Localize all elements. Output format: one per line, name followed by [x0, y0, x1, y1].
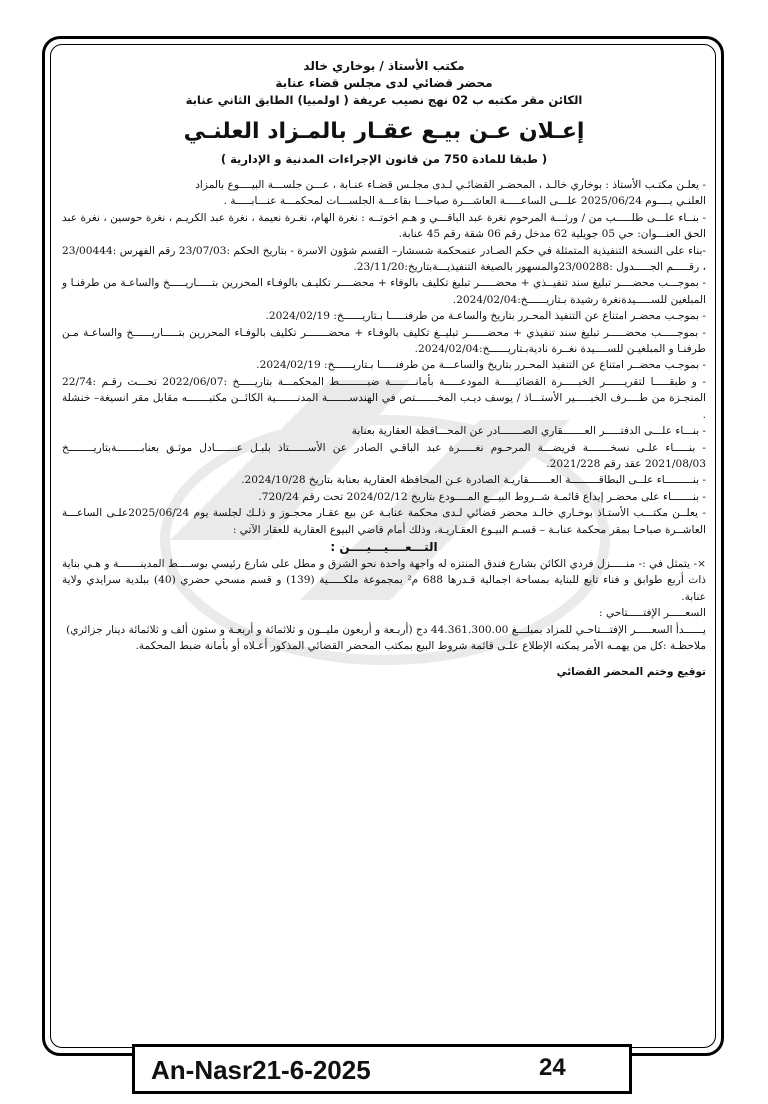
paragraph: - بموجـب محضــر امتناع عن التنفيذ المحـرر بتاريخ والساعـــة من طرفنـــــا بـتاريــــــخ: 2024/02/19. [256, 359, 706, 372]
announcement-subtitle: ( طبقا للمادة 750 من قانون الإجراءات المدنية و الإدارية ) [220, 152, 548, 166]
office-role: محضر قضائي لدى مجلس قضاء عنابة [275, 76, 493, 90]
paragraph: - بموجـب محضـر امتناع عن التنفيذ المحـرر بتاريخ والساعـة من طرفنـــــا بـتاريــــــخ: 2024/02/19. [265, 310, 706, 323]
paragraph: - بنــاء علـــى طلـــــب من / ورثـــة المرحوم نغرة عبد الباقـــي و هـم اخوتــه : نغرة الهام، نغـرة نعيمة ، نغرة عبد الكريـم ، نغرة حوسين ، نغرة عبد الحق العنـــوان: حي 05 جويلية 62 مدخل رقم 06 شقة رقم 45 عنابة. [62, 211, 706, 241]
header-block [62, 58, 706, 109]
paragraph: - بنـــــــــاء علــى البطاقـــــــــة العـــــــقاريـة الصادرة عـن المحافظة العقارية بعنابة بتاريخ 2024/10/28. [241, 474, 706, 487]
paragraph: العلنـي يــــوم 2025/06/24 علـــى الساعـــــة العاشـــرة صباحـــا بقاعـــة الجلســـات لمحكمـــة عنـــابـــــة . [223, 195, 706, 208]
paragraph: - يعلــن مكتـــب الأستـاذ بوخـاري خالـد محضر قضائي لـدى محكمة عنابـة عن بيع عقـار محجـوز و ذلـك لجلسة يوم 2025/06/24علـى الساعـــة العاشــرة صباحـا بمقر محكمة عنابـة – قسـم البيـوع العقـاريـة، وذلك أمام قاضي البيوع العقارية للعقار الآتي : [62, 507, 706, 536]
paragraph: - و طبقـــــا لتقريــــــر الخبـــــرة القضائيـــــة المودعـــــة بأمانــــــــة ضبـــــــــط المحكمـــة بتاريـــــخ :2022/06/07 تحـــت رقـم :22/74 المنجـزة من طــــرف الخبـــــير الأستـــاذ / يوسف ديـب المخـــــــتص في الهندســـــــة المدنـــــــية الكائــن مكتبـــــــه مقابل مقر انسيغة– خنشلة . [62, 375, 706, 421]
page-number: 24 [539, 1054, 566, 1081]
opening-price: يــــــدأ السعـــــر الإفتـــتاحـي للمزاد بمبلـــغ 44.361.300.00 دج (أربـعة و أربعون مليــون و ثلاثمائة و أربعـة و ستون ألف و ثلاثمائة دينار جزائري) [66, 623, 706, 636]
opening-price-label: السعـــــر الإفتـــــتاحي : [599, 607, 706, 620]
office-address: الكائن مقر مكتبه ب 02 نهج نصيب عريفة ( اولمبيا) الطابق الثاني عنابة [185, 93, 583, 107]
footer-date: An-Nasr21-6-2025 [151, 1055, 371, 1085]
signature-line: توقيع وختم المحضر القضائي [556, 666, 706, 679]
footer-bar [132, 1044, 632, 1094]
designation-paragraph: ×- يتمثل في :- منـــــزل فردي الكائن بشارع فندق المنتزه له واجهة واحدة نحو الشرق و مطل على شارع رئيسي بوســــط المدينـــــــة و هـي بناية ذات أربع طوابق و فناء تابع للبناية بمساحة اجمالية قـدرها 688 م² بمجموعة ملكـــــية (139) و قسم مسحي حضري (40) ببلدية سرايدي ولاية عنابة. [62, 557, 707, 603]
paragraph: - بنـــــاء علـى نسخـــــــة فريضـــة المرحـوم نغـــــرة عبد الباقـي الصادر عن الأســــــتاذ بلبـل عـــــــادل موثـق بعنابــــــــةبتاريــــــــخ 2021/08/03 عقد رقم 2021/228. [62, 441, 706, 470]
paragraph: - بموجـــــب محضـــــر تبليغ سند تنفيذي + محضــــــر تبليــغ تكليف بالوفـاء + محضـــــــر تكليف بالوفـاء المحررين بتـــــاريــــــخ والساعـة مـن طرفنـا و المبلغيـن للســــيدة نغــرة ناديةبـتاريــــــخ:2024/02/04. [62, 326, 706, 356]
paragraph: - بنـــــــاء على محضـر إيداع قائمـة شــروط البيـــع المــــودع بتاريخ 2024/02/12 تحت رقم 720/24. [258, 490, 706, 503]
announcement-body [62, 58, 706, 988]
designation-title: التـــعــــيـــيــــن : [330, 539, 438, 554]
paragraph: - بنـــاء علـــى الدفتـــــر العـــــــقاري الصـــــــادر عن المحـــافظة العقارية بعنابة [351, 425, 706, 438]
paragraph: - يعلـن مكتـب الأستاذ : بوخاري خالـد ، المحضـر القضائـي لـدى مجلـس قضـاء عنـابة ، عـــن جلســـة البيــــوع بالمزاد [195, 179, 706, 191]
office-name: مكتب الأستاذ / بوخاري خالد [303, 59, 465, 73]
paragraph: - بموجـــب محضــــر تبليغ سند تنفيــذي + محضـــــر تبليغ تكليف بالوفاء + محضــــر تكليـف بالوفـاء المحررين بتـــــاريـــــخ والساعـة من طرفنـا و المبلغين للســـــيدةنغرة رشيدة بـتاريــــــخ:2024/02/04. [62, 277, 706, 306]
paragraph: -بناء على النسخة التنفيذية المتمثلة في حكم الصـادر عنمحكمة شسشار– القسم شؤون الاسرة - بتاريخ الحكم :23/07/03 رقم الفهرس :23/00444 ، رقـــــم الجـــــدول :23/00288والمسهور بالصيغة التنفيذيـــةبتاريخ:23/11/20. [62, 244, 707, 274]
note: ملاحظـة :كل من يهمـه الأمر يمكنه الإطلاع علـى قائمة شروط البيع بمكتب المحضر القضائي المذكور أعـلاه أو بأمانة ضبط المحكمة. [135, 639, 706, 652]
announcement-title: إعـلان عـن بيـع عقـار بالمـزاد العلنـي [183, 119, 585, 144]
